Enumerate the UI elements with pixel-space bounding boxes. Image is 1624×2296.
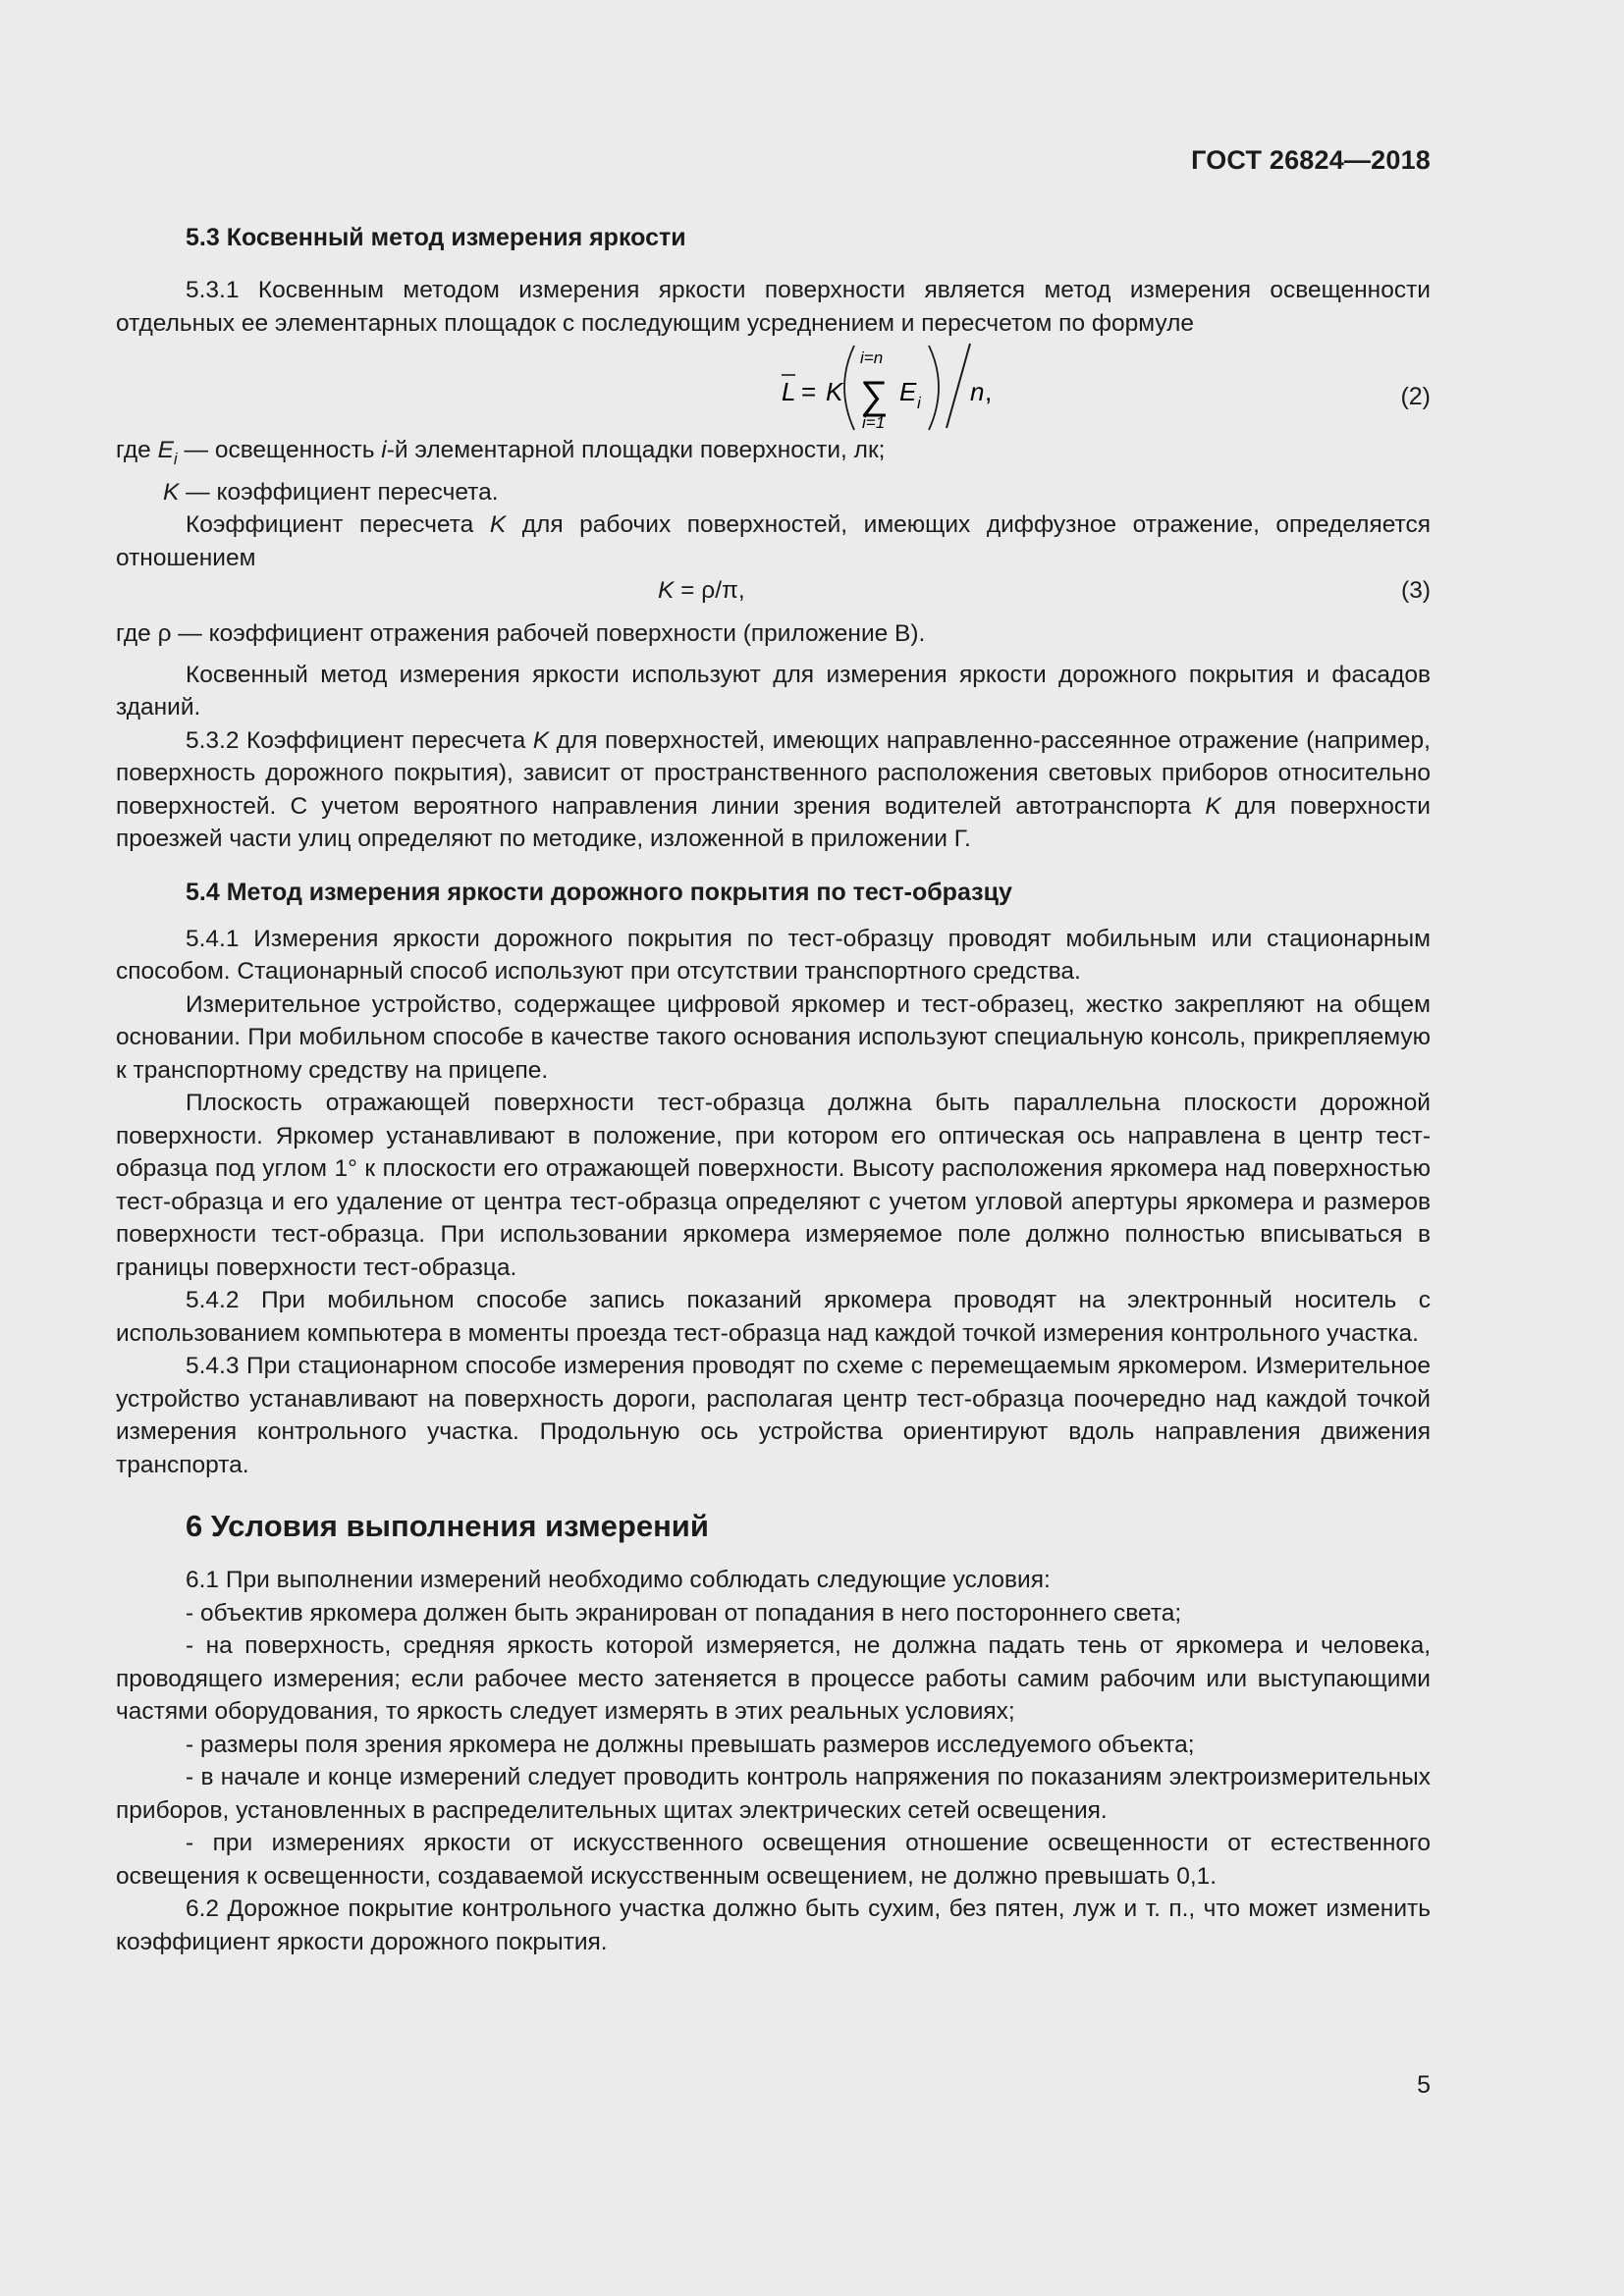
document-header: ГОСТ 26824—2018 (1191, 145, 1431, 175)
var-e-sub: i (173, 450, 178, 468)
k-def-var: K (489, 511, 507, 538)
formula-2-k: K (826, 377, 843, 406)
list-item: - на поверхность, средняя яркость которой измеряется, не должна падать тень от яркомера и человека, проводящего измерения; если рабочее место затеняется в процессе работы самим рабочим или выступающими частями оборудования, то яркость следует измерять в этих реальных условиях; (116, 1632, 1431, 1725)
where-e-text-mid: — освещенность (177, 437, 382, 463)
section-6-title: 6 Условия выполнения измерений (186, 1509, 709, 1543)
formula-2-e: E (899, 377, 917, 406)
paragraph-5-4-3: 5.4.3 При стационарном способе измерения проводят по схеме с перемещаемым яркомером. Измерительное устройство устанавливают на поверхность дороги, располагая центр тест-образца поочередно над каждой точкой измерения контрольного участка. Продольную ось устройства ориентируют вдоль направления движения транспорта. (116, 1353, 1431, 1478)
formula-3 (116, 574, 1431, 608)
document-body (116, 221, 1431, 1958)
var-i: i (381, 437, 387, 463)
where-rho-definition: где ρ — коэффициент отражения рабочей поверхности (приложение В). (116, 620, 926, 647)
where-e-text-end: -й элементарной площадки поверхности, лк; (386, 437, 886, 463)
p532-text-start: 5.3.2 Коэффициент пересчета (186, 726, 533, 754)
section-5-3-title: 5.3 Косвенный метод измерения яркости (186, 224, 686, 251)
list-item: - объектив яркомера должен быть экранирован от попадания в него постороннего света; (186, 1599, 1182, 1627)
p532-text-mid: для поверхностей, имеющих направленно-рассеянное отражение (например, поверхность дорожного покрытия), зависит от пространственного расположения световых приборов относительно поверхностей. С учетом вероятного направления линии зрения водителей автотранспорта (116, 726, 1431, 820)
list-item: - при измерениях яркости от искусственного освещения отношение освещенности от естественного освещения к освещенности, создаваемой искусственным освещением, не должно превышать 0,1. (116, 1830, 1431, 1890)
formula-2-lhs: L (782, 377, 796, 406)
formula-2-eq: = (801, 377, 817, 406)
formula-3-expression (658, 574, 745, 608)
paragraph-5-3-1: 5.3.1 Косвенным методом измерения яркости поверхности является метод измерения освещенности отдельных ее элементарных площадок с последующим усреднением и пересчетом по формуле (116, 277, 1431, 337)
paragraph-5-3-2 (116, 724, 1431, 856)
formula-2-upper: i=n (860, 348, 884, 367)
paragraph-5-4-2: 5.4.2 При мобильном способе запись показаний яркомера проводят на электронный носитель с использованием компьютера в моменты проезда тест-образца над каждой точкой измерения контрольного участка. (116, 1287, 1431, 1347)
paragraph-6-1: 6.1 При выполнении измерений необходимо соблюдать следующие условия: (186, 1567, 1051, 1593)
paragraph-5-4-1-plane: Плоскость отражающей поверхности тест-образца должна быть параллельна плоскости дорожной поверхности. Яркомер устанавливают в положение, при котором его оптическая ось направлена в центр тест-образца под углом 1° к плоскости его отражающей поверхности. Высоту расположения яркомера над поверхностью тест-образца и его удаление от центра тест-образца определяют с учетом угловой апертуры яркомера и размеров поверхности тест-образца. При использовании яркомера измеряемое поле должно полностью вписываться в границы поверхности тест-образца. (116, 1090, 1431, 1281)
k-def-text-start: Коэффициент пересчета (186, 511, 490, 538)
formula-2-slash (947, 344, 970, 428)
paragraph-6-2: 6.2 Дорожное покрытие контрольного участка должно быть сухим, без пятен, луж и т. п., что может изменить коэффициент яркости дорожного покрытия. (116, 1896, 1431, 1955)
formula-2-graphic (646, 340, 1333, 434)
var-e: E (157, 437, 174, 463)
where-k-definition (116, 476, 1431, 509)
formula-3-rest: = ρ/π, (674, 577, 745, 604)
var-k: K (163, 478, 180, 506)
formula-2-left-paren (844, 346, 854, 430)
formula-2-n: n (970, 377, 985, 406)
formula-2-right-paren (929, 346, 939, 430)
where-k-text: — коэффициент пересчета. (179, 478, 499, 506)
section-5-4-title: 5.4 Метод измерения яркости дорожного покрытия по тест-образцу (186, 878, 1012, 906)
formula-2 (116, 340, 1431, 434)
formula-2-e-sub: i (917, 394, 921, 412)
where-label: где (116, 437, 158, 463)
list-item: - в начале и конце измерений следует проводить контроль напряжения по показаниям электроизмерительных приборов, установленных в распределительных щитах электрических сетей освещения. (116, 1764, 1431, 1824)
p532-text-end: для поверхности проезжей части улиц определяют по методике, изложенной в приложении Г. (116, 792, 1431, 852)
p532-var-k-1: K (532, 726, 550, 754)
formula-3-k: K (658, 577, 675, 604)
k-def-text-end: для рабочих поверхностей, имеющих диффузное отражение, определяется отношением (116, 511, 1431, 571)
where-e-definition (116, 434, 1431, 476)
paragraph-5-4-1: 5.4.1 Измерения яркости дорожного покрытия по тест-образцу проводят мобильным или стационарным способом. Стационарный способ используют при отсутствии транспортного средства. (116, 925, 1431, 985)
page-number: 5 (1417, 2071, 1431, 2099)
indirect-method-paragraph: Косвенный метод измерения яркости используют для измерения яркости дорожного покрытия и фасадов зданий. (116, 661, 1431, 721)
formula-3-number: (3) (1401, 577, 1431, 604)
paragraph-5-4-1-device: Измерительное устройство, содержащее цифровой яркомер и тест-образец, жестко закрепляют на общем основании. При мобильном способе в качестве такого основания используют специальную консоль, прикрепляемую к транспортному средству на прицепе. (116, 990, 1431, 1084)
document-page (116, 0, 1431, 2296)
list-item: - размеры поля зрения яркомера не должны превышать размеров исследуемого объекта; (186, 1731, 1195, 1758)
p532-var-k-2: K (1205, 792, 1221, 820)
formula-2-number: (2) (1400, 383, 1431, 410)
formula-2-comma: , (985, 377, 993, 406)
formula-2-sigma: ∑ (860, 374, 889, 417)
k-definition-paragraph (116, 508, 1431, 574)
formula-2-lower: i=1 (862, 413, 886, 432)
